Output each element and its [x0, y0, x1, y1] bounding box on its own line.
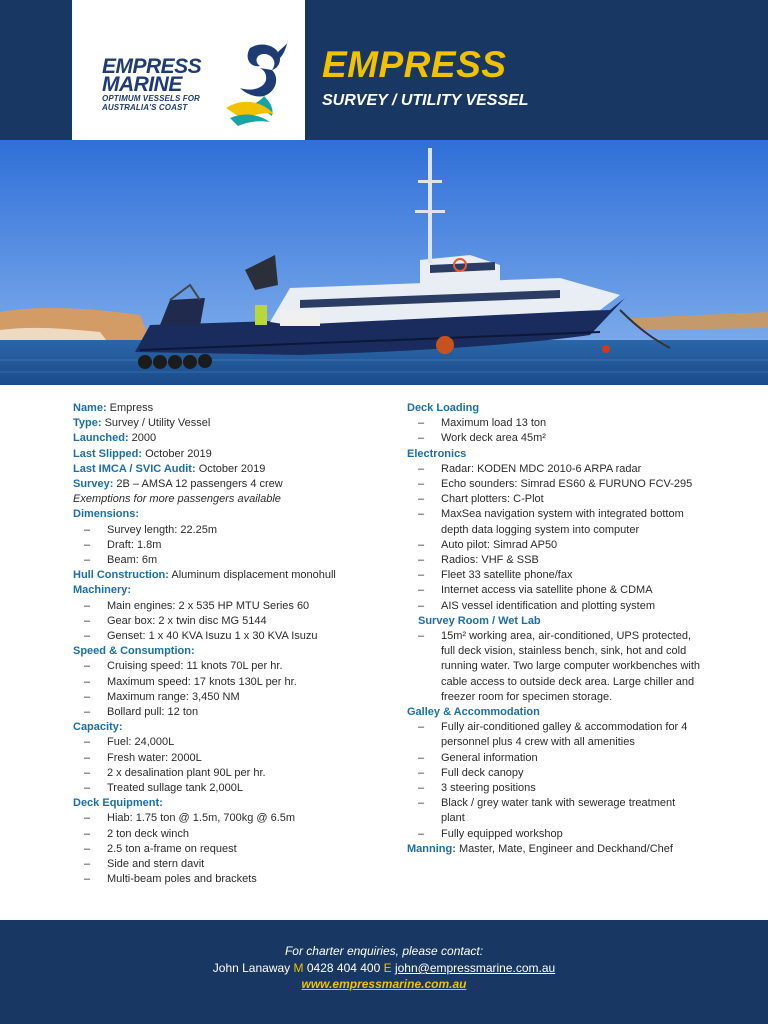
- survey-room-heading: Survey Room / Wet Lab: [418, 614, 541, 627]
- logo-wordmark: [102, 55, 202, 112]
- list-item: – AIS vessel identification and plotting system: [418, 599, 656, 612]
- type-row: Type: Survey / Utility Vessel: [73, 417, 211, 430]
- audit-row: Last IMCA / SVIC Audit: October 2019: [73, 462, 266, 475]
- contact-line: [0, 961, 768, 975]
- footer-band: [0, 920, 768, 1024]
- list-item: – MaxSea navigation system with integrated bottom depth data logging system into computer: [418, 508, 684, 536]
- list-item: – Work deck area 45m²: [418, 432, 546, 445]
- page-subtitle: SURVEY / UTILITY VESSEL: [322, 92, 529, 109]
- survey-row: Survey: 2B – AMSA 12 passengers 4 crew: [73, 478, 283, 491]
- logo-tagline2: AUSTRALIA'S COAST: [102, 103, 188, 112]
- list-item: – Fleet 33 satellite phone/fax: [418, 569, 573, 582]
- electronics-heading: Electronics: [407, 447, 467, 460]
- list-item: – 2 ton deck winch: [84, 827, 189, 840]
- speed-heading: Speed & Consumption:: [73, 645, 195, 658]
- list-item: – Fresh water: 2000L: [84, 751, 202, 764]
- list-item: – Maximum range: 3,450 NM: [84, 690, 240, 703]
- list-item: – Treated sullage tank 2,000L: [84, 782, 243, 795]
- website-link[interactable]: www.empressmarine.com.au: [301, 977, 467, 991]
- manning-row: Manning: Master, Mate, Engineer and Deckhand/Chef: [407, 842, 673, 855]
- list-item: – Maximum speed: 17 knots 130L per hr.: [84, 675, 297, 688]
- email-letter: E: [383, 961, 392, 975]
- page-title: EMPRESS: [322, 44, 507, 85]
- list-item: – Fully air-conditioned galley & accommodation for 4 personnel plus 4 crew with all amenities: [418, 721, 688, 749]
- deck-loading-heading: Deck Loading: [407, 402, 480, 414]
- list-item: – Fuel: 24,000L: [84, 736, 175, 749]
- slipped-row: Last Slipped: October 2019: [73, 447, 212, 460]
- list-item: – Survey length: 22.25m: [84, 523, 218, 536]
- mermaid-logo-icon: [220, 38, 290, 128]
- specs-right-column: [407, 401, 707, 857]
- list-item: – 15m² working area, air-conditioned, UPS protected, full deck vision, stainless bench, sink, hot and cold running water. Two large computer workbenches with cable access to outside deck area. Large chiller and freezer room for specimen storage.: [418, 630, 701, 703]
- enquiries-text: For charter enquiries, please contact:: [284, 944, 484, 958]
- email-link[interactable]: john@empressmarine.com.au: [394, 961, 556, 975]
- list-item: – Cruising speed: 11 knots 70L per hr.: [84, 660, 283, 673]
- contact-name: John Lanaway: [212, 961, 291, 975]
- list-item: – Internet access via satellite phone & CDMA: [418, 584, 653, 597]
- list-item: – Black / grey water tank with sewerage treatment plant: [418, 797, 676, 825]
- launched-row: Launched: 2000: [73, 432, 157, 445]
- list-item: – Beam: 6m: [84, 554, 158, 567]
- specs-left-column: [73, 401, 373, 888]
- list-item: – Gear box: 2 x twin disc MG 5144: [84, 614, 267, 627]
- list-item: – Draft: 1.8m: [84, 538, 162, 551]
- logo-tagline1: OPTIMUM VESSELS FOR: [102, 94, 200, 103]
- vessel-photo: [0, 140, 768, 385]
- list-item: – Echo sounders: Simrad ES60 & FURUNO FCV-295: [418, 478, 693, 491]
- list-item: – 2 x desalination plant 90L per hr.: [84, 766, 266, 779]
- list-item: – Side and stern davit: [84, 858, 205, 871]
- exemptions-note: Exemptions for more passengers available: [73, 493, 281, 506]
- phone-number[interactable]: 0428 404 400: [306, 961, 381, 975]
- list-item: – General information: [418, 751, 538, 764]
- list-item: – Bollard pull: 12 ton: [84, 706, 199, 719]
- list-item: – Radar: KODEN MDC 2010-6 ARPA radar: [418, 462, 642, 475]
- logo-box: [72, 0, 305, 140]
- list-item: – Radios: VHF & SSB: [418, 554, 539, 567]
- list-item: – Hiab: 1.75 ton @ 1.5m, 700kg @ 6.5m: [84, 812, 296, 825]
- header-band: [0, 0, 768, 140]
- galley-heading: Galley & Accommodation: [407, 706, 540, 719]
- name-row: Name: Empress: [73, 402, 154, 414]
- list-item: – Full deck canopy: [418, 766, 524, 779]
- list-item: – 2.5 ton a-frame on request: [84, 842, 237, 855]
- machinery-heading: Machinery:: [73, 584, 132, 597]
- logo-line2: MARINE: [102, 73, 182, 96]
- list-item: – Genset: 1 x 40 KVA Isuzu 1 x 30 KVA Isuzu: [84, 630, 318, 643]
- deck-equipment-heading: Deck Equipment:: [73, 797, 163, 810]
- list-item: – Maximum load 13 ton: [418, 417, 547, 430]
- mobile-letter: M: [293, 961, 304, 975]
- dimensions-heading: Dimensions:: [73, 508, 140, 521]
- list-item: – Multi-beam poles and brackets: [84, 873, 257, 886]
- list-item: – Main engines: 2 x 535 HP MTU Series 60: [84, 599, 310, 612]
- list-item: – Chart plotters: C-Plot: [418, 493, 544, 506]
- logo-line1: EMPRESS: [102, 55, 202, 78]
- hull-row: Hull Construction: Aluminum displacement monohull: [73, 569, 336, 582]
- list-item: – Fully equipped workshop: [418, 827, 563, 840]
- list-item: – Auto pilot: Simrad AP50: [418, 538, 558, 551]
- capacity-heading: Capacity:: [73, 721, 123, 734]
- list-item: – 3 steering positions: [418, 782, 536, 795]
